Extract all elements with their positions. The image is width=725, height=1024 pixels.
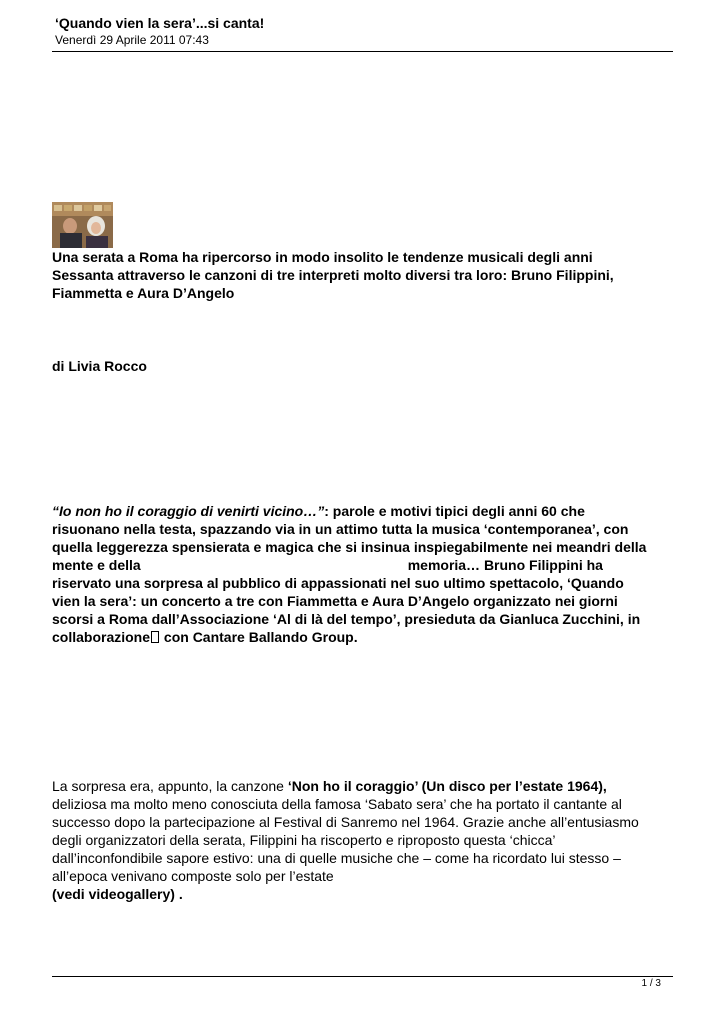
lead-line: Fiammetta e Aura D’Angelo bbox=[52, 285, 235, 301]
song-quote: “Io non ho il coraggio di venirti vicino…” bbox=[52, 503, 325, 519]
paragraph-text: con Cantare Ballando Group. bbox=[160, 629, 358, 645]
publish-date: Venerdì 29 Aprile 2011 07:43 bbox=[55, 33, 209, 47]
lead-line: Una serata a Roma ha ripercorso in modo insolito le tendenze musicali degli anni bbox=[52, 249, 593, 265]
author-byline: di Livia Rocco bbox=[52, 358, 147, 374]
paragraph-line: quella leggerezza spensierata e magica che si insinua inspiegabilmente nei meandri della bbox=[52, 539, 647, 555]
article-photo-image bbox=[52, 202, 113, 248]
paragraph-text: : parole e motivi tipici degli anni 60 che bbox=[324, 503, 585, 519]
paragraph-line bbox=[52, 777, 677, 795]
paragraph-line: degli organizzatori della serata, Filippini ha riscoperto e riproposto questa ‘chicca’ bbox=[52, 832, 556, 848]
article-lead bbox=[52, 248, 677, 302]
page-header bbox=[52, 0, 673, 52]
paragraph-text: La sorpresa era, appunto, la canzone bbox=[52, 778, 288, 794]
paragraph-line: all’epoca venivano composte solo per l’estate bbox=[52, 868, 334, 884]
missing-glyph-icon bbox=[151, 631, 159, 643]
videogallery-link[interactable]: (vedi videogallery) . bbox=[52, 886, 183, 902]
paragraph-line: dall’inconfondibile sapore estivo: una di quelle musiche che – come ha ricordato lui stesso – bbox=[52, 850, 621, 866]
article-paragraph-1 bbox=[52, 502, 677, 646]
article-photo bbox=[52, 202, 113, 248]
article-paragraph-2 bbox=[52, 777, 677, 903]
page-footer bbox=[52, 976, 673, 989]
song-title: ‘Non ho il coraggio’ (Un disco per l’estate 1964), bbox=[287, 778, 607, 794]
paragraph-line bbox=[52, 628, 677, 646]
page-number: 1 / 3 bbox=[641, 978, 661, 989]
paragraph-line: successo dopo la partecipazione al Festival di Sanremo nel 1964. Grazie anche all’entusiasmo bbox=[52, 814, 639, 830]
paragraph-text: mente e della bbox=[52, 557, 141, 573]
paragraph-line: deliziosa ma molto meno conosciuta della famosa ‘Sabato sera’ che ha portato il cantante al bbox=[52, 796, 622, 812]
paragraph-line bbox=[52, 556, 677, 574]
paragraph-line bbox=[52, 502, 677, 520]
paragraph-text: memoria… Bruno Filippini ha bbox=[407, 557, 603, 573]
paragraph-line: vien la sera’: un concerto a tre con Fiammetta e Aura D’Angelo organizzato nei giorni bbox=[52, 593, 618, 609]
page-title: ‘Quando vien la sera’...si canta! bbox=[55, 15, 265, 31]
paragraph-line: riservato una sorpresa al pubblico di appassionati nel suo ultimo spettacolo, ‘Quando bbox=[52, 575, 624, 591]
paragraph-line: risuonano nella testa, spazzando via in un attimo tutta la musica ‘contemporanea’, con bbox=[52, 521, 629, 537]
paragraph-text: collaborazione bbox=[52, 629, 151, 645]
paragraph-line: scorsi a Roma dall’Associazione ‘Al di là del tempo’, presieduta da Gianluca Zucchini, in bbox=[52, 611, 641, 627]
lead-line: Sessanta attraverso le canzoni di tre interpreti molto diversi tra loro: Bruno Filippini, bbox=[52, 267, 614, 283]
